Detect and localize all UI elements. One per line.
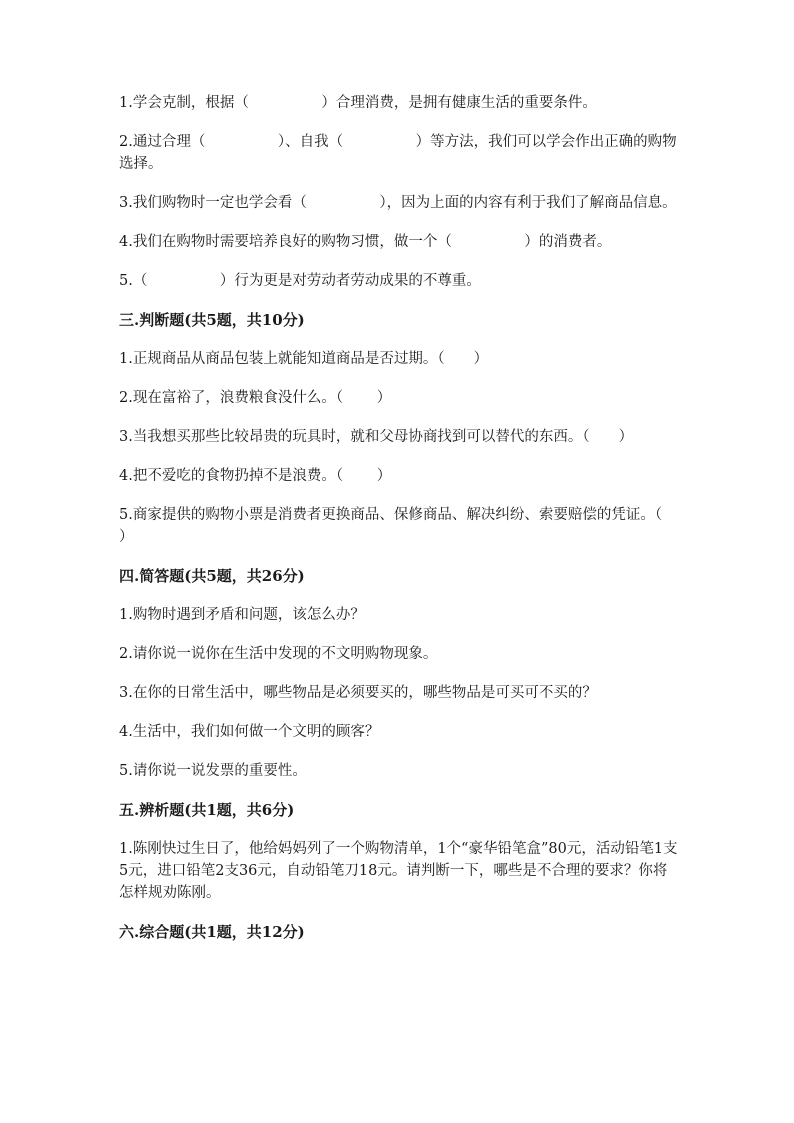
- judgement-question-2: 2.现在富裕了，浪费粮食没什么。（ ）: [119, 390, 392, 406]
- short-answer-question-5: 5.请你说一说发票的重要性。: [119, 763, 307, 779]
- section-heading-analysis: 五.辨析题(共1题，共6分): [119, 801, 295, 819]
- fill-in-question-1: 1.学会克制，根据（ ）合理消费，是拥有健康生活的重要条件。: [119, 95, 597, 111]
- fill-in-question-4: 4.我们在购物时需要培养良好的购物习惯，做一个（ ）的消费者。: [119, 234, 612, 250]
- fill-in-question-2: 2.通过合理（ ）、自我（ ）等方法，我们可以学会作出正确的购物选择。: [119, 134, 677, 172]
- judgement-question-1: 1.正规商品从商品包装上就能知道商品是否过期。（ ）: [119, 351, 489, 367]
- judgement-question-5: 5.商家提供的购物小票是消费者更换商品、保修商品、解决纠纷、索要赔偿的凭证。（ ）: [119, 507, 696, 545]
- short-answer-question-1: 1.购物时遇到矛盾和问题，该怎么办？: [119, 607, 365, 623]
- judgement-question-4: 4.把不爱吃的食物扔掉不是浪费。（ ）: [119, 468, 392, 484]
- short-answer-question-4: 4.生活中，我们如何做一个文明的顾客？: [119, 724, 380, 740]
- section-heading-comprehensive: 六.综合题(共1题，共12分): [119, 923, 305, 941]
- fill-in-question-3: 3.我们购物时一定也学会看（ ），因为上面的内容有利于我们了解商品信息。: [119, 195, 677, 211]
- short-answer-question-2: 2.请你说一说你在生活中发现的不文明购物现象。: [119, 646, 438, 662]
- section-heading-judgement: 三.判断题(共5题，共10分): [119, 311, 305, 329]
- document-page: [119, 92, 696, 943]
- analysis-question-1: 1.陈刚快过生日了，他给妈妈列了一个购物清单，1个“豪华铅笔盒”80元，活动铅笔1支5元，进口铅笔2支36元，自动铅笔刀18元。请判断一下，哪些是不合理的要求？你将怎样规劝陈刚。: [119, 841, 678, 901]
- section-heading-short-answer: 四.简答题(共5题，共26分): [119, 567, 305, 585]
- short-answer-question-3: 3.在你的日常生活中，哪些物品是必须要买的，哪些物品是可买可不买的？: [119, 685, 597, 701]
- judgement-question-3: 3.当我想买那些比较昂贵的玩具时，就和父母协商找到可以替代的东西。（ ）: [119, 429, 634, 445]
- fill-in-question-5: 5.（ ）行为更是对劳动者劳动成果的不尊重。: [119, 273, 481, 289]
